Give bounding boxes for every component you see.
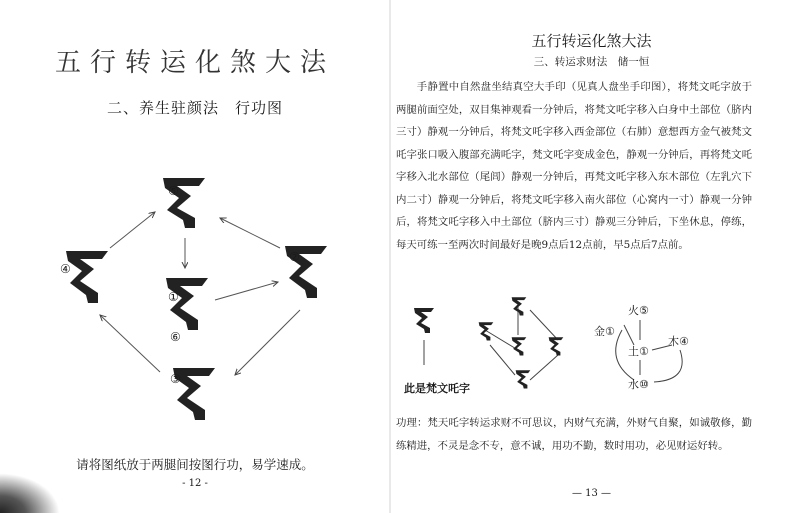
right-page [390, 0, 793, 513]
position-number-4: ④ [60, 262, 71, 276]
tsa-glyph-small-4 [545, 335, 567, 357]
tsa-label: 此是梵文吒字 [404, 382, 470, 395]
function-text: 功理：梵天吒字转运求财不可思议，内财气充满，外财气自聚，如诚敬修，勤练精进，不灵是念不专，意不诚，用功不勤，数时用功，必见财运好转。 [396, 417, 752, 452]
left-page-title: 五行转运化煞大法 [54, 48, 335, 78]
tsa-glyph-small-5 [512, 368, 534, 390]
tsa-glyph-small-2 [475, 320, 497, 342]
right-page-number: — 13 — [571, 488, 612, 499]
element-earth: 土① [628, 345, 649, 358]
tsa-glyph-small-3 [508, 335, 530, 357]
element-wood: 木④ [668, 335, 689, 348]
element-water: 水⑩ [628, 378, 649, 391]
left-page-number: - 12 - [182, 478, 208, 489]
tsa-glyph-2 [277, 240, 335, 302]
right-page-body: 手静置中自然盘坐结真空大手印（见真人盘坐手印图），将梵文吒字放于两腿前面空处，双目集神观看一分钟后，将梵文吒字移入白身中土部位（脐内三寸）静观一分钟后，将梵文吒字移入西金部位（右肺）意想西方金气被梵文吒字张口吸入腹部充满吒字，梵文吒字变成金色，静观一分钟后，再将梵文吒字移入北水部位（尾闾）静观一分钟后，再梵文吒字移入东木部位（左乳穴下内二寸）静观一分钟后，将梵文吒字移入南火部位（心窝内一寸）静观一分钟后，将梵文吒字移入中土部位（脐内三寸）静观三分钟后，下坐休息，停练，每天可练一至两次时间最好是晚9点后12点前，早5点后7点前。 [396, 81, 752, 251]
right-page-title: 五行转运化煞大法 [531, 32, 652, 50]
left-page [0, 0, 390, 513]
arrow-1-to-2 [215, 282, 278, 300]
position-number-5: ⑤ [168, 184, 179, 198]
arrow-2-to-3 [235, 310, 300, 375]
left-page-subtitle: 二、养生驻颜法 行功图 [106, 99, 283, 117]
element-metal: 金① [594, 325, 615, 338]
tsa-glyph-5 [155, 172, 213, 232]
position-number-6: ⑥ [170, 330, 181, 344]
element-fire: 火⑤ [628, 304, 649, 317]
arrow-2-to-5 [220, 218, 280, 248]
tsa-glyph-4 [58, 245, 116, 307]
position-number-3: ③ [170, 372, 181, 386]
position-number-2: ② [289, 250, 300, 264]
tsa-glyph-1 [158, 272, 216, 334]
scan-smudge [0, 473, 60, 513]
left-page-caption: 请将图纸放于两腿间按图行功，易学速成。 [76, 457, 314, 472]
arrow-4-to-5 [110, 212, 155, 248]
right-page-subtitle: 三、转运求财法 储一恒 [533, 56, 650, 68]
arrow-3-to-4 [100, 315, 160, 372]
tsa-glyph-small-1 [508, 295, 530, 317]
position-number-1: ① [168, 290, 179, 304]
